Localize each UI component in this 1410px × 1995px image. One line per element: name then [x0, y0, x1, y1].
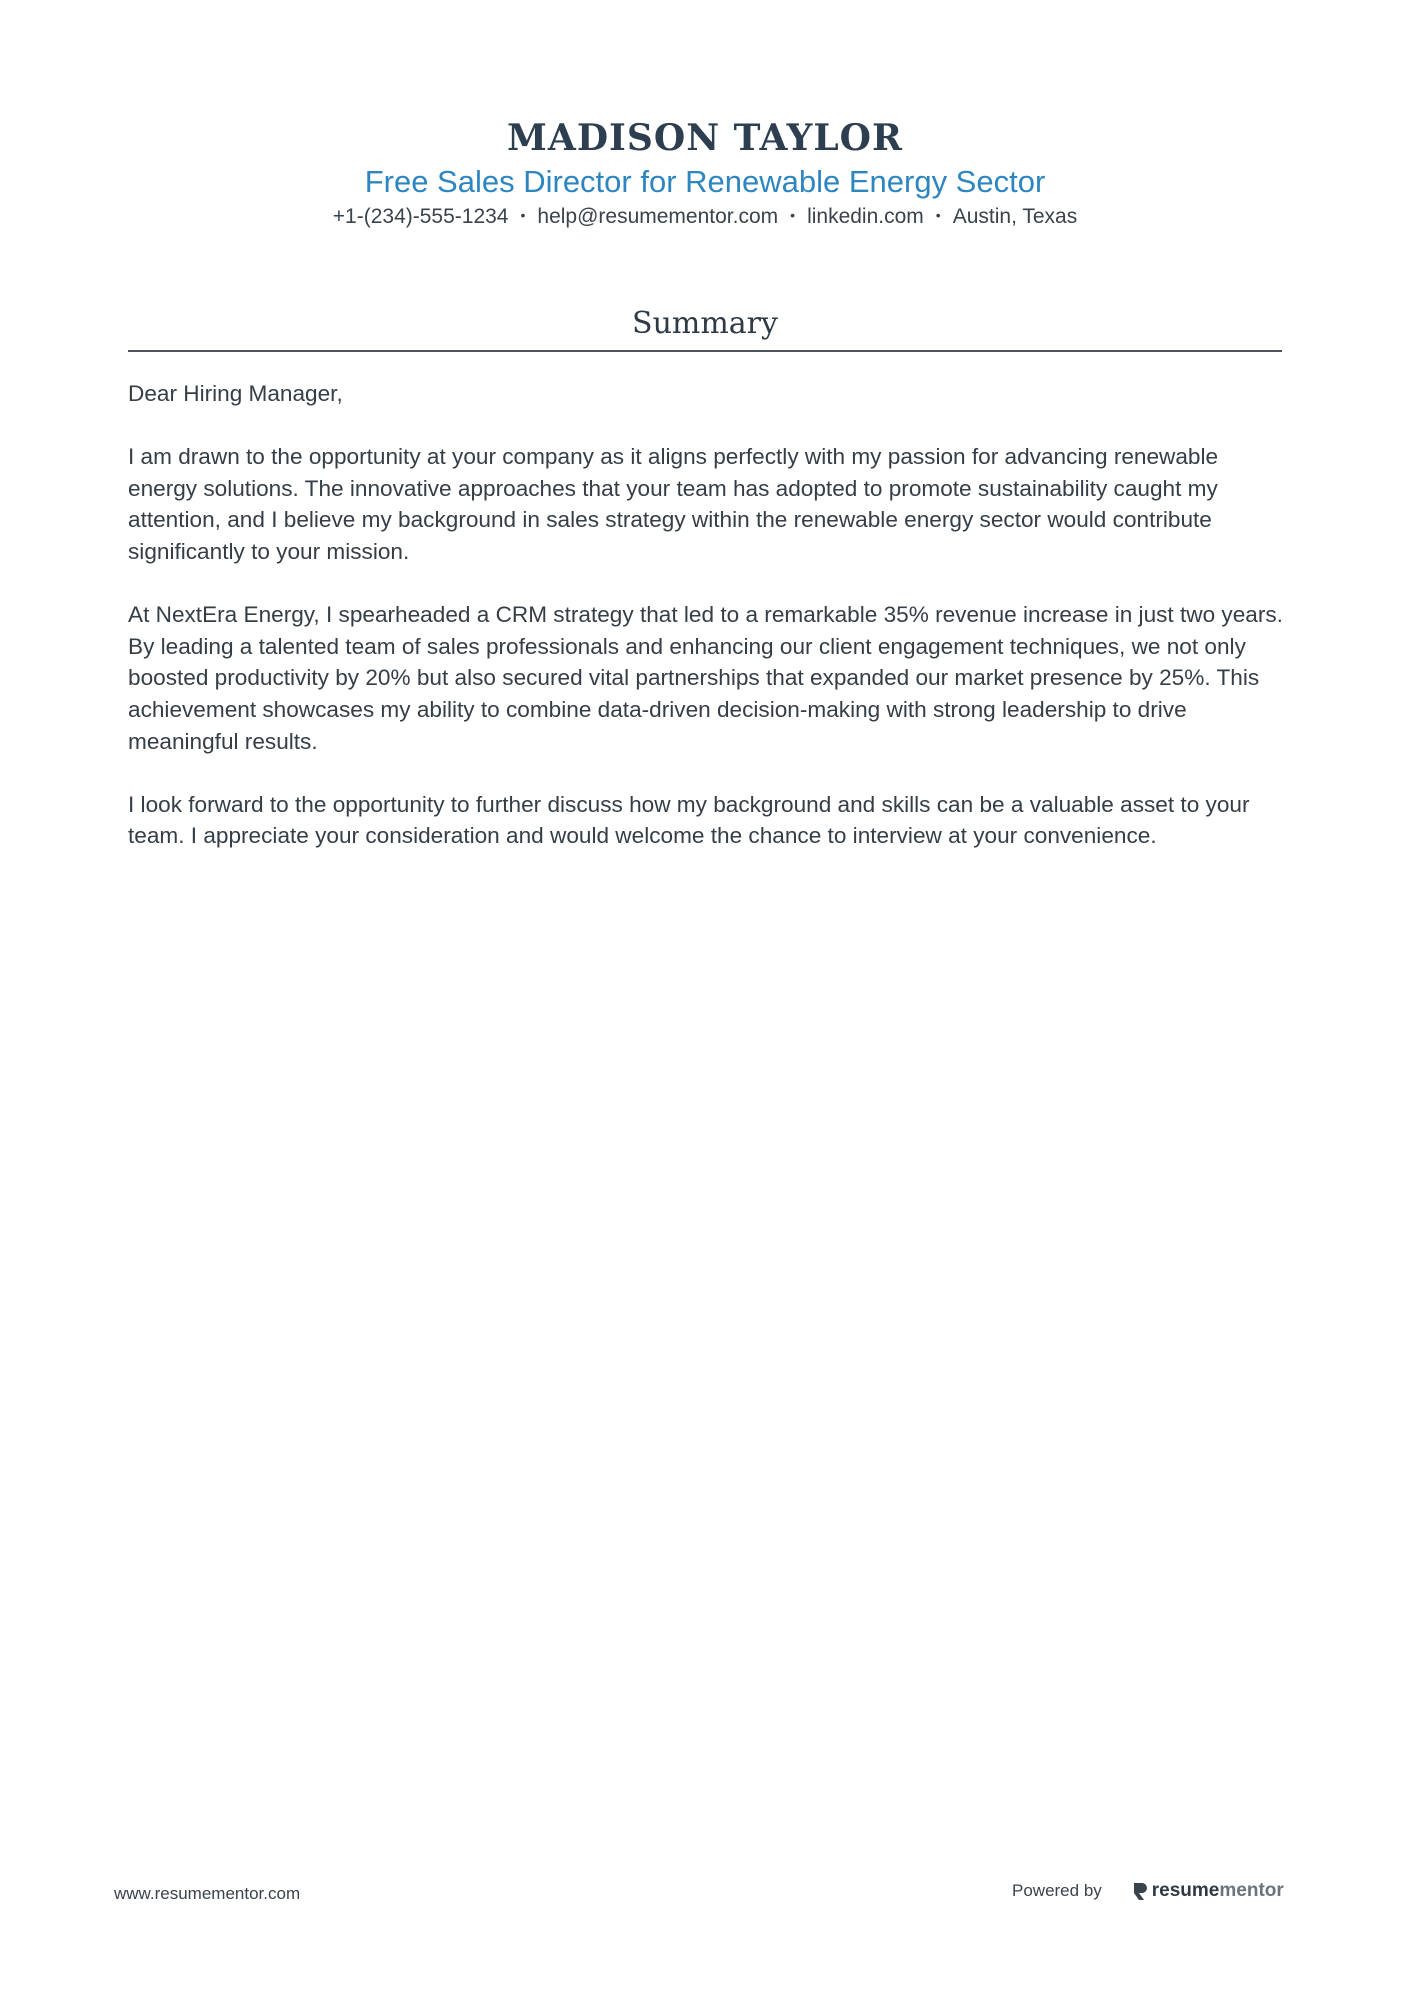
job-title: Free Sales Director for Renewable Energy Sector [364, 164, 1046, 199]
powered-by-label: Powered by [1012, 1881, 1102, 1900]
contact-location: Austin, Texas [952, 205, 1078, 228]
resume-header [0, 112, 1410, 232]
letter-paragraph: I am drawn to the opportunity at your company as it aligns perfectly with my passion for advancing renewable energy solutions. The innovative approaches that your team has adopted to promote sustainability caught my attention, and I believe my background in sales strategy within the renewable energy sector would contribute significantly to your mission. [128, 444, 1219, 564]
brand-name-part2: mentor [1219, 1880, 1284, 1901]
letter-body [128, 378, 1288, 884]
brand-logo[interactable] [1132, 1880, 1284, 1902]
letter-greeting: Dear Hiring Manager, [128, 381, 343, 406]
contact-separator: • [520, 207, 526, 224]
letter-paragraph: I look forward to the opportunity to further discuss how my background and skills can be a valuable asset to your team. I appreciate your consideration and would welcome the chance to interview at your convenience. [128, 791, 1250, 849]
section-divider [128, 350, 1282, 352]
footer-website[interactable]: www.resumementor.com [114, 1884, 301, 1903]
contact-separator: • [790, 207, 796, 224]
footer-branding [1012, 1880, 1284, 1902]
contact-email[interactable]: help@resumementor.com [537, 205, 779, 228]
contact-phone: +1-(234)-555-1234 [332, 205, 509, 228]
brand-name-part1: resume [1151, 1880, 1220, 1901]
contact-line [0, 202, 1410, 232]
contact-separator: • [935, 207, 941, 224]
resumementor-logo-icon [1132, 1881, 1148, 1901]
contact-linkedin[interactable]: linkedin.com [807, 205, 924, 228]
candidate-name: MADISON TAYLOR [507, 117, 903, 159]
section-title-summary: Summary [632, 306, 778, 341]
letter-paragraph: At NextEra Energy, I spearheaded a CRM strategy that led to a remarkable 35% revenue increase in just two years. By leading a talented team of sales professionals and enhancing our client engagement techniques, we not only boosted productivity by 20% but also secured vital partnerships that expanded our market presence by 25%. This achievement showcases my ability to combine data-driven decision-making with strong leadership to drive meaningful results. [128, 602, 1283, 754]
